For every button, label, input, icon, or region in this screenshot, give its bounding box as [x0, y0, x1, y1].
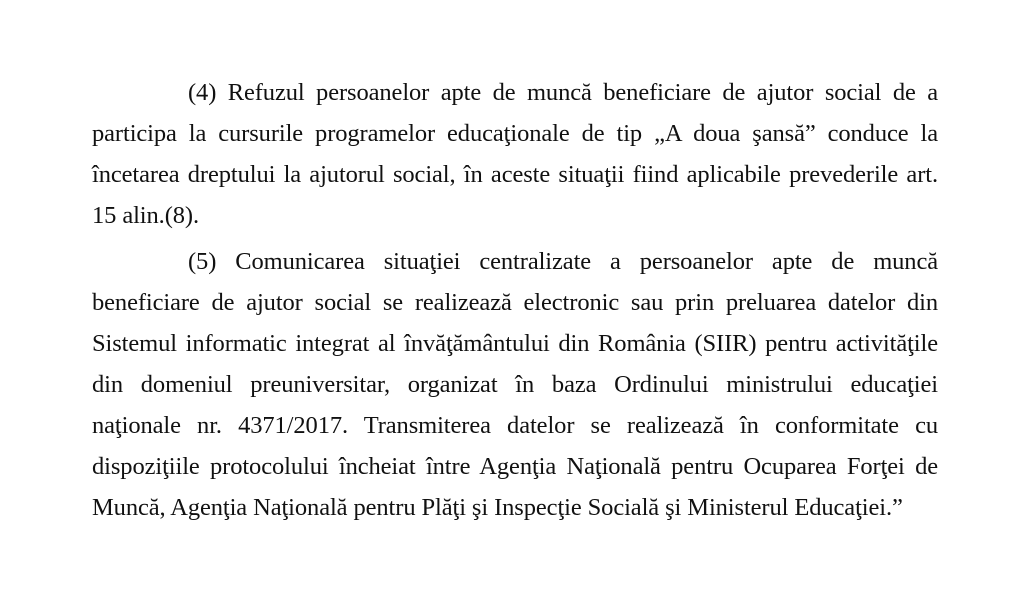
paragraph-4-line-1: (4) Refuzul persoanelor apte de muncă beneficiare de ajutor social de a — [188, 79, 938, 106]
paragraph-5-line-3: Sistemul informatic integrat al învăţământului din România (SIIR) pentru activităţile — [92, 330, 938, 357]
paragraph-5-line-1: (5) Comunicarea situaţiei centralizate a persoanelor apte de muncă — [188, 248, 938, 275]
paragraph-5-line-4: din domeniul preuniversitar, organizat în baza Ordinului ministrului educaţiei — [92, 371, 938, 398]
paragraph-4-line-3: încetarea dreptului la ajutorul social, în aceste situaţii fiind aplicabile prevederile art. — [92, 161, 938, 188]
paragraph-5-line-5: naţionale nr. 4371/2017. Transmiterea datelor se realizează în conformitate cu — [92, 412, 938, 439]
paragraph-4-line-2: participa la cursurile programelor educaţionale de tip „A doua şansă” conduce la — [92, 120, 938, 147]
paragraph-5-line-6: dispoziţiile protocolului încheiat între Agenţia Naţională pentru Ocuparea Forţei de — [92, 453, 938, 480]
paragraph-4-line-4: 15 alin.(8). — [92, 202, 199, 229]
paragraph-5-line-7: Muncă, Agenţia Naţională pentru Plăţi şi Inspecţie Socială şi Ministerul Educaţiei.” — [92, 494, 903, 521]
paragraph-5-line-2: beneficiare de ajutor social se realizează electronic sau prin preluarea datelor din — [92, 289, 938, 316]
